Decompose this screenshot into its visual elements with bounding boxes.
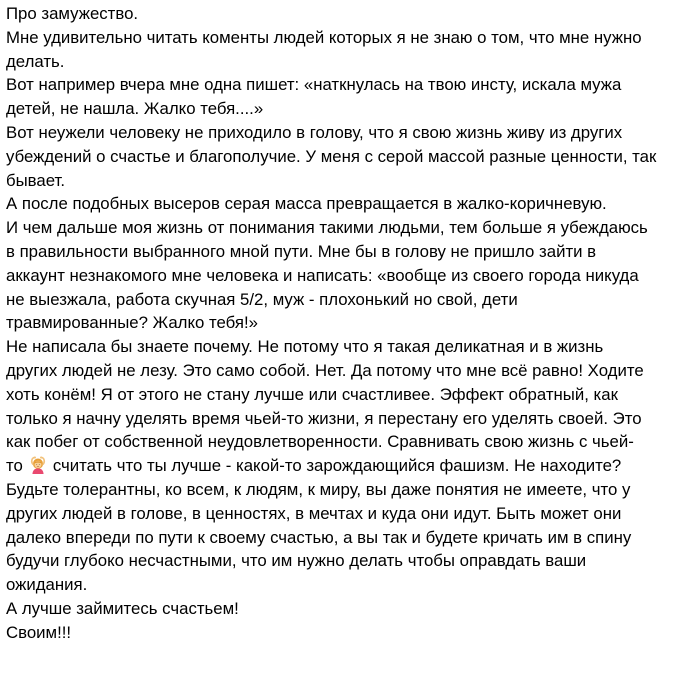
text-line: других людей не лезу. Это само собой. Нет. Да потому что мне всё равно! Ходите	[6, 360, 644, 380]
text-line: А лучше займитесь счастьем!	[6, 598, 239, 618]
text-line: других людей в голове, в ценностях, в мечтах и куда они идут. Быть может они	[6, 503, 622, 523]
text-fragment: считать что ты лучше - какой-то зарождающийся фашизм. Не находите?	[52, 456, 622, 476]
text-line: Вот неужели человеку не приходило в голову, что я свою жизнь живу из других	[6, 122, 623, 142]
text-fragment: то	[6, 456, 23, 476]
text-line: Мне удивительно читать коменты людей которых я не знаю о том, что мне нужно	[6, 27, 642, 47]
post-title: Про замужество.	[6, 4, 139, 23]
text-line: Не написала бы знаете почему. Не потому что я такая деликатная и в жизнь	[6, 337, 604, 357]
text-line: Будьте толерантны, ко всем, к людям, к миру, вы даже понятия не имеете, что у	[6, 479, 631, 499]
text-line: в правильности выбранного мной пути. Мне бы в голову не пришло зайти в	[6, 241, 597, 261]
text-line: убеждений о счастье и благополучие. У меня с серой массой разные ценности, так	[6, 146, 657, 166]
text-line: Вот например вчера мне одна пишет: «наткнулась на твою инсту, искала мужа	[6, 75, 622, 95]
text-line: детей, не нашла. Жалко тебя....»	[6, 99, 264, 119]
text-line: ожидания.	[6, 575, 88, 595]
text-line: бывает.	[6, 170, 65, 190]
woman-gesturing-ok-emoji-icon	[29, 456, 47, 474]
text-line: травмированные? Жалко тебя!»	[6, 313, 258, 333]
text-line: А после подобных высеров серая масса превращается в жалко-коричневую.	[6, 194, 607, 214]
text-line: не выезжала, работа скучная 5/2, муж - плохонький но свой, дети	[6, 289, 518, 309]
text-line: будучи глубоко несчастными, что им нужно делать чтобы оправдать ваши	[6, 551, 587, 571]
text-line: хоть конём! Я от этого не стану лучше или счастливее. Эффект обратный, как	[6, 384, 618, 404]
text-line-with-emoji	[6, 454, 693, 478]
text-line: аккаунт незнакомого мне человека и написать: «вообще из своего города никуда	[6, 265, 639, 285]
text-line: далеко впереди по пути к своему счастью, а вы так и будете кричать им в спину	[6, 527, 632, 547]
text-line: Своим!!!	[6, 622, 72, 642]
text-line: И чем дальше моя жизнь от понимания такими людьми, тем больше я убеждаюсь	[6, 218, 648, 238]
text-line: как побег от собственной неудовлетворенности. Сравнивать свою жизнь с чьей-	[6, 432, 634, 452]
text-line: только я начну уделять время чьей-то жизни, я перестану его уделять своей. Это	[6, 408, 642, 428]
text-line: делать.	[6, 51, 65, 71]
